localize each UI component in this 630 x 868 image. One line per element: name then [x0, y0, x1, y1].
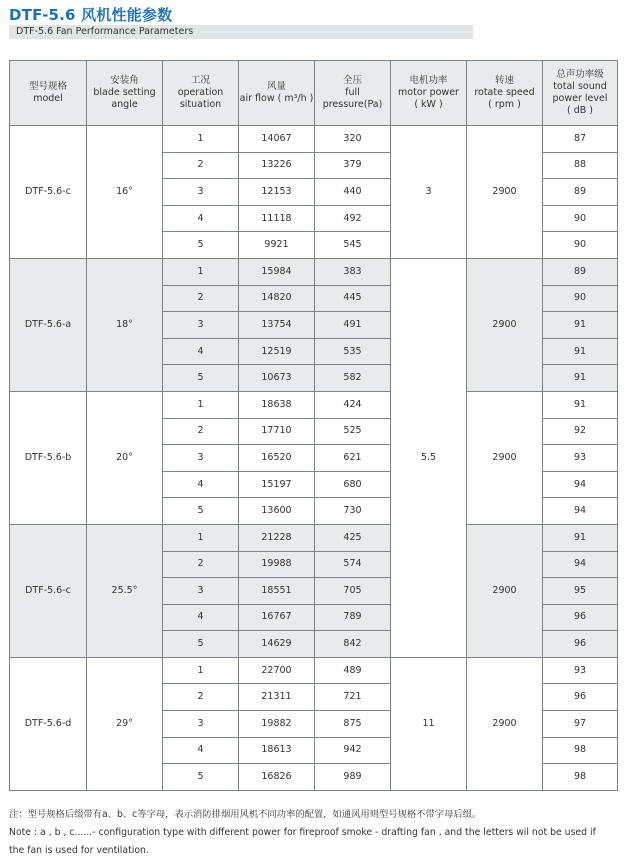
table-row — [10, 258, 618, 285]
airflow-cell: 16826 — [239, 764, 315, 791]
pressure-cell: 875 — [315, 711, 391, 738]
sound-cell: 94 — [543, 471, 618, 498]
header-row — [10, 61, 618, 126]
pressure-cell: 621 — [315, 445, 391, 472]
pressure-cell: 680 — [315, 471, 391, 498]
header-rotate-speed: 转速 rotate speed ( rpm ) — [467, 61, 543, 126]
pressure-cell: 492 — [315, 205, 391, 232]
sound-cell: 98 — [543, 737, 618, 764]
pressure-cell: 424 — [315, 391, 391, 418]
pressure-cell: 535 — [315, 338, 391, 365]
situation-cell: 3 — [163, 711, 239, 738]
sound-cell: 98 — [543, 764, 618, 791]
pressure-cell: 721 — [315, 684, 391, 711]
rotate-speed-cell: 2900 — [467, 524, 543, 657]
rotate-speed-cell: 2900 — [467, 391, 543, 524]
sound-cell: 94 — [543, 551, 618, 578]
airflow-cell: 9921 — [239, 232, 315, 259]
situation-cell: 5 — [163, 365, 239, 392]
situation-cell: 4 — [163, 205, 239, 232]
rotate-speed-cell: 2900 — [467, 657, 543, 790]
situation-cell: 1 — [163, 391, 239, 418]
airflow-cell: 19882 — [239, 711, 315, 738]
sound-cell: 89 — [543, 258, 618, 285]
airflow-cell: 13754 — [239, 312, 315, 339]
blade-angle-cell: 16° — [87, 126, 163, 259]
motor-power-cell: 5.5 — [391, 258, 467, 657]
airflow-cell: 13600 — [239, 498, 315, 525]
model-cell: DTF-5.6-d — [10, 657, 87, 790]
sound-cell: 93 — [543, 445, 618, 472]
sound-cell: 91 — [543, 524, 618, 551]
situation-cell: 5 — [163, 498, 239, 525]
situation-cell: 4 — [163, 737, 239, 764]
motor-power-cell: 11 — [391, 657, 467, 790]
page-subtitle: DTF-5.6 Fan Performance Parameters — [16, 26, 194, 37]
sound-cell: 96 — [543, 631, 618, 658]
header-full-pressure: 全压 full pressure(Pa) — [315, 61, 391, 126]
model-cell: DTF-5.6-c — [10, 524, 87, 657]
blade-angle-cell: 29° — [87, 657, 163, 790]
header-blade-angle: 安装角 blade setting angle — [87, 61, 163, 126]
sound-cell: 97 — [543, 711, 618, 738]
airflow-cell: 18638 — [239, 391, 315, 418]
airflow-cell: 18551 — [239, 578, 315, 605]
pressure-cell: 942 — [315, 737, 391, 764]
airflow-cell: 12519 — [239, 338, 315, 365]
pressure-cell: 730 — [315, 498, 391, 525]
sound-cell: 88 — [543, 152, 618, 179]
sound-cell: 92 — [543, 418, 618, 445]
situation-cell: 4 — [163, 604, 239, 631]
header-operation-situation: 工况 operation situation — [163, 61, 239, 126]
pressure-cell: 525 — [315, 418, 391, 445]
blade-angle-cell: 18° — [87, 258, 163, 391]
situation-cell: 4 — [163, 471, 239, 498]
airflow-cell: 12153 — [239, 179, 315, 206]
header-model: 型号规格 model — [10, 61, 87, 126]
airflow-cell: 22700 — [239, 657, 315, 684]
airflow-cell: 14820 — [239, 285, 315, 312]
pressure-cell: 445 — [315, 285, 391, 312]
situation-cell: 2 — [163, 418, 239, 445]
table-row — [10, 126, 618, 153]
situation-cell: 2 — [163, 684, 239, 711]
header-motor-power: 电机功率 motor power ( kW ) — [391, 61, 467, 126]
pressure-cell: 383 — [315, 258, 391, 285]
airflow-cell: 18613 — [239, 737, 315, 764]
situation-cell: 3 — [163, 179, 239, 206]
airflow-cell: 21228 — [239, 524, 315, 551]
airflow-cell: 10673 — [239, 365, 315, 392]
pressure-cell: 379 — [315, 152, 391, 179]
situation-cell: 1 — [163, 524, 239, 551]
sound-cell: 91 — [543, 391, 618, 418]
situation-cell: 1 — [163, 258, 239, 285]
airflow-cell: 14067 — [239, 126, 315, 153]
model-cell: DTF-5.6-a — [10, 258, 87, 391]
airflow-cell: 21311 — [239, 684, 315, 711]
pressure-cell: 489 — [315, 657, 391, 684]
header-air-flow: 风量 air flow ( m³/h ) — [239, 61, 315, 126]
pressure-cell: 842 — [315, 631, 391, 658]
header-sound-power: 总声功率级 total sound power level ( dB ) — [543, 61, 618, 126]
situation-cell: 3 — [163, 578, 239, 605]
situation-cell: 5 — [163, 631, 239, 658]
pressure-cell: 440 — [315, 179, 391, 206]
blade-angle-cell: 20° — [87, 391, 163, 524]
airflow-cell: 16520 — [239, 445, 315, 472]
sound-cell: 96 — [543, 684, 618, 711]
sound-cell: 90 — [543, 232, 618, 259]
page-title: DTF-5.6 风机性能参数 — [9, 6, 173, 24]
rotate-speed-cell: 2900 — [467, 258, 543, 391]
sound-cell: 91 — [543, 312, 618, 339]
table-row — [10, 657, 618, 684]
motor-power-cell: 3 — [391, 126, 467, 259]
footnote — [9, 806, 609, 860]
sound-cell: 93 — [543, 657, 618, 684]
situation-cell: 2 — [163, 152, 239, 179]
pressure-cell: 425 — [315, 524, 391, 551]
sound-cell: 90 — [543, 205, 618, 232]
pressure-cell: 545 — [315, 232, 391, 259]
situation-cell: 3 — [163, 312, 239, 339]
pressure-cell: 789 — [315, 604, 391, 631]
pressure-cell: 582 — [315, 365, 391, 392]
situation-cell: 1 — [163, 126, 239, 153]
airflow-cell: 15197 — [239, 471, 315, 498]
footnote-en: Note : a , b , c......- configuration type with different power for fireproof smoke - drafting fan , and the letters wil not be used if the fan is used for ventilation. — [9, 827, 596, 856]
sound-cell: 96 — [543, 604, 618, 631]
airflow-cell: 15984 — [239, 258, 315, 285]
rotate-speed-cell: 2900 — [467, 126, 543, 259]
pressure-cell: 989 — [315, 764, 391, 791]
sound-cell: 89 — [543, 179, 618, 206]
situation-cell: 3 — [163, 445, 239, 472]
pressure-cell: 491 — [315, 312, 391, 339]
situation-cell: 2 — [163, 285, 239, 312]
situation-cell: 4 — [163, 338, 239, 365]
model-cell: DTF-5.6-b — [10, 391, 87, 524]
airflow-cell: 13226 — [239, 152, 315, 179]
pressure-cell: 320 — [315, 126, 391, 153]
table-row — [10, 524, 618, 551]
table-row — [10, 391, 618, 418]
performance-table — [9, 60, 618, 791]
pressure-cell: 574 — [315, 551, 391, 578]
sound-cell: 91 — [543, 365, 618, 392]
pressure-cell: 705 — [315, 578, 391, 605]
sound-cell: 90 — [543, 285, 618, 312]
sound-cell: 87 — [543, 126, 618, 153]
airflow-cell: 11118 — [239, 205, 315, 232]
airflow-cell: 17710 — [239, 418, 315, 445]
sound-cell: 95 — [543, 578, 618, 605]
situation-cell: 5 — [163, 232, 239, 259]
airflow-cell: 14629 — [239, 631, 315, 658]
model-cell: DTF-5.6-c — [10, 126, 87, 259]
situation-cell: 1 — [163, 657, 239, 684]
sound-cell: 91 — [543, 338, 618, 365]
blade-angle-cell: 25.5° — [87, 524, 163, 657]
sound-cell: 94 — [543, 498, 618, 525]
situation-cell: 2 — [163, 551, 239, 578]
airflow-cell: 16767 — [239, 604, 315, 631]
airflow-cell: 19988 — [239, 551, 315, 578]
situation-cell: 5 — [163, 764, 239, 791]
footnote-cn: 注：型号规格后缀带有a、b、c等字母，表示消防排烟用风机不同功率的配置，如通风用则型号规格不带字母后缀。 — [9, 809, 482, 820]
